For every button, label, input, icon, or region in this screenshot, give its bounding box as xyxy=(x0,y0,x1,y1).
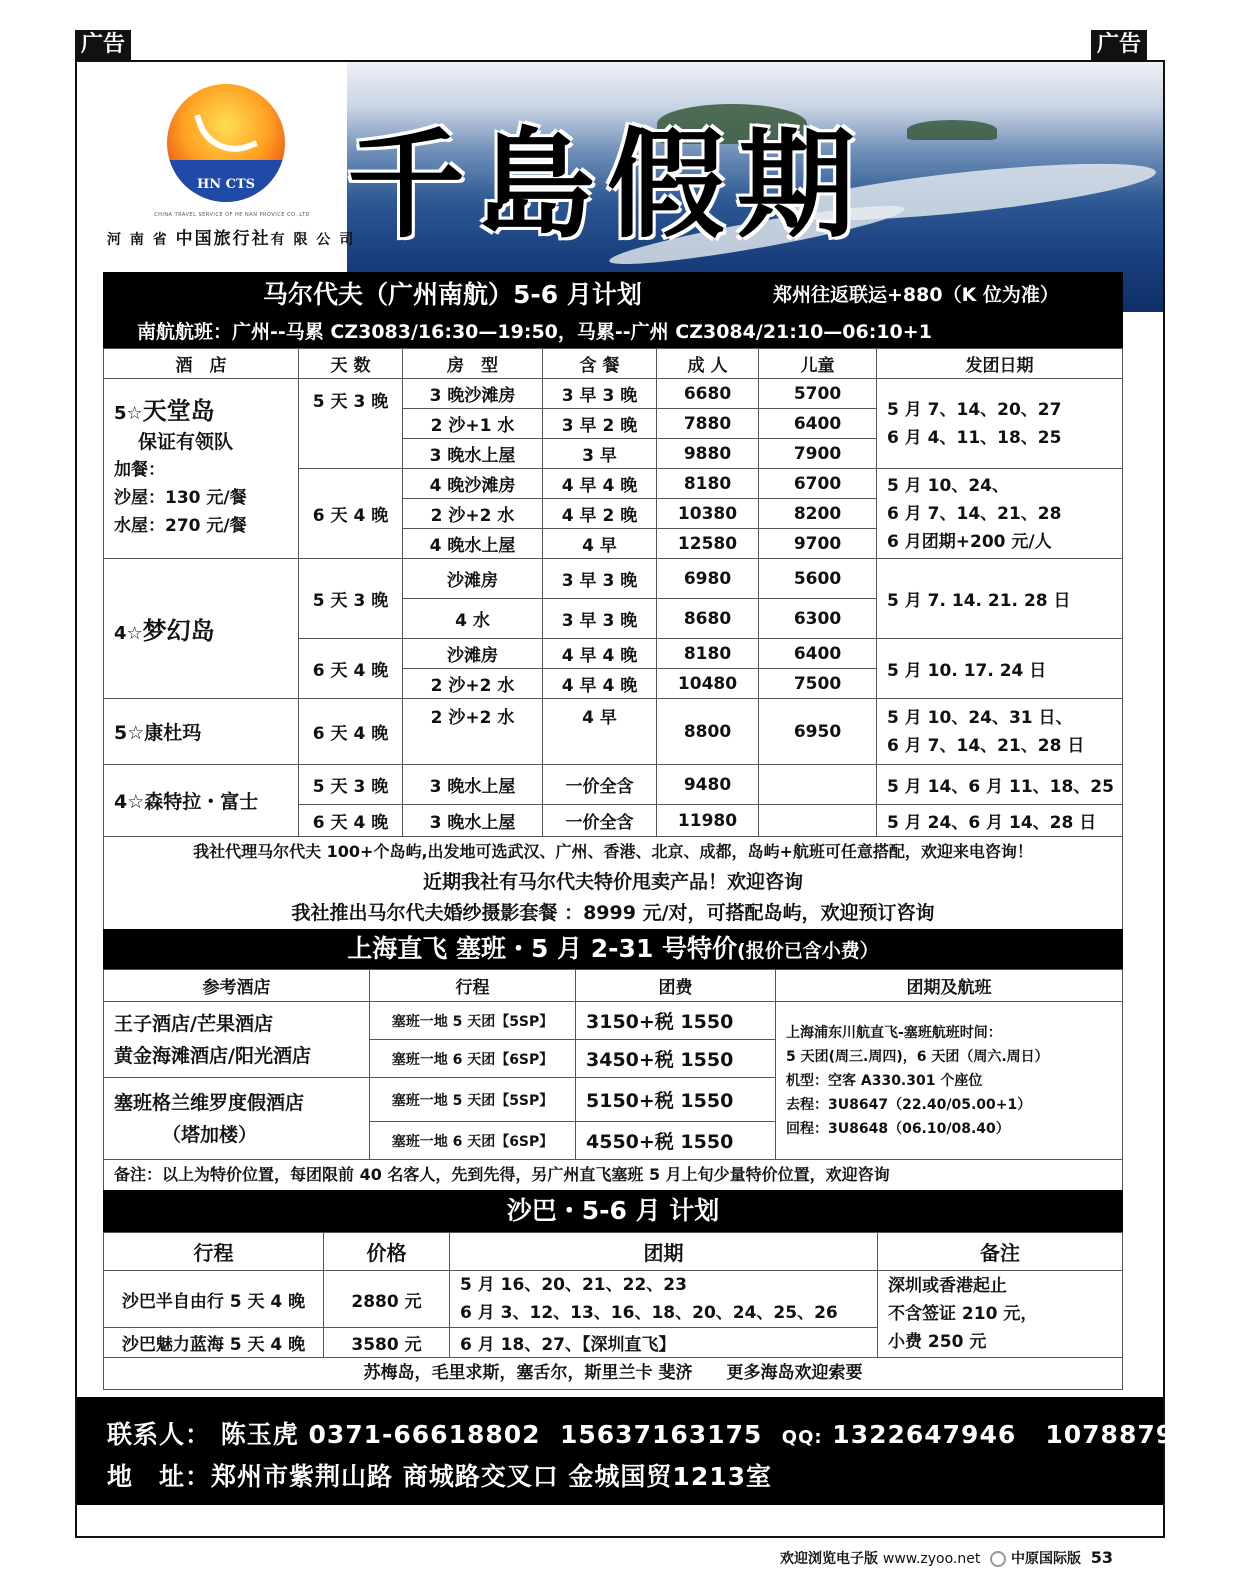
saipan-title: 上海直飞 塞班・5 月 2-31 号特价 xyxy=(347,934,738,963)
table-row: 塞班一地 6 天团【6SP】 4550+税 1550 xyxy=(104,1122,1123,1160)
ad-label-right: 广告 xyxy=(1091,30,1147,60)
table-row: 6 天 4 晚 4 晚沙滩房 4 早 4 晚 8180 6700 5 月 10、24、 6 月 7、14、21、28 6 月团期+200 元/人 xyxy=(104,469,1123,499)
address-line: 地 址：郑州市紫荆山路 商城路交叉口 金城国贸1213室 xyxy=(107,1462,773,1491)
logo-chinese: 河 南 省 中国旅行社有 限 公 司 xyxy=(107,229,356,249)
table-row: 塞班格兰维罗度假酒店 （塔加楼） 塞班一地 5 天团【5SP】 5150+税 1550 xyxy=(104,1078,1123,1122)
maldives-flights: 南航航班：广州--马累 CZ3083/16:30—19:50，马累--广州 CZ3084/21:10—06:10+1 xyxy=(103,318,1123,348)
maldives-note-3: 我社推出马尔代夫婚纱摄影套餐 ：8999 元/对，可搭配岛屿，欢迎预订咨询 xyxy=(103,898,1123,929)
ad-label-left: 广告 xyxy=(75,30,131,60)
maldives-table xyxy=(103,348,1123,837)
contact-line: 联系人： 陈玉虎 0371-66618802 15637163175 QQ: 1322647946 1078879510 xyxy=(107,1420,1230,1449)
table-row: 6 天 4 晚 3 晚水上屋 一价全含 11980 5 月 24、6 月 14、28 日 xyxy=(104,805,1123,837)
saipan-flight-info: 上海浦东川航直飞-塞班航班时间： 5 天团(周三.周四)，6 天团（周六.周日） 机型：空客 A330.301 个座位 去程：3U8647（22.40/05.00+1） 回程：3U8648（06.10/08.40） xyxy=(776,1002,1123,1160)
table-row: 2 沙+1 水 3 早 2 晚 7880 6400 xyxy=(104,409,1123,439)
table-row: 4☆梦幻岛 5 天 3 晚 沙滩房 3 早 3 晚 6980 5600 5 月 7. 14. 21. 28 日 xyxy=(104,559,1123,599)
advertisement-frame xyxy=(75,60,1230,1538)
contact-phone: 陈玉虎 0371-66618802 xyxy=(220,1420,541,1449)
hotel-tiantang: 5☆天堂岛 保证有领队 加餐： 沙屋：130 元/餐 水屋：270 元/餐 xyxy=(104,379,299,559)
saipan-table xyxy=(103,969,1123,1160)
table-row: 4☆森特拉・富士 5 天 3 晚 3 晚水上屋 一价全含 9480 5 月 14、6 月 11、18、25 xyxy=(104,765,1123,805)
logo-english: CHINA TRAVEL SERVICE OF HE NAN PROVICE CO.,LTD xyxy=(154,212,310,218)
maldives-title-note: 郑州往返联运+880（K 位为准） xyxy=(773,284,1059,306)
table-row: 2 沙+2 水 4 早 4 晚 10480 7500 xyxy=(104,669,1123,699)
maldives-note-2: 近期我社有马尔代夫特价甩卖产品！欢迎咨询 xyxy=(103,867,1123,898)
more-islands: 苏梅岛，毛里求斯，塞舌尔，斯里兰卡 斐济 更多海岛欢迎索要 xyxy=(103,1358,1123,1390)
table-row: 6 天 4 晚 沙滩房 4 早 4 晚 8180 6400 5 月 10. 17. 24 日 xyxy=(104,639,1123,669)
page-footer: 欢迎浏览电子版 www.zyoo.net 中原国际版 53 xyxy=(780,1548,1113,1567)
hero-title: 千島假期 xyxy=(347,115,868,254)
table-row: 沙巴半自由行 5 天 4 晚 2880 元 5 月 16、20、21、22、23 6 月 3、12、13、16、18、20、24、25、26 深圳或香港起止 不含签证 210 元， 小费 250 元 xyxy=(104,1271,1123,1328)
table-header: 酒 店 天 数 房 型 含 餐 成 人 儿童 发团日期 xyxy=(104,349,1123,379)
table-header: 行程 价格 团期 备注 xyxy=(104,1233,1123,1271)
table-header: 参考酒店 行程 团费 团期及航班 xyxy=(104,970,1123,1002)
table-row: 4 晚水上屋 4 早 12580 9700 xyxy=(104,529,1123,559)
page-number: 53 xyxy=(1090,1548,1113,1567)
logo-text: HN CTS xyxy=(196,177,256,192)
saipan-title-bar xyxy=(103,929,1123,969)
maldives-note-1: 我社代理马尔代夫 100+个岛屿,出发地可选武汉、广州、香港、北京、成都，岛屿+航班可任意搭配，欢迎来电咨询！ xyxy=(103,837,1123,867)
saipan-title-note: (报价已含小费） xyxy=(737,940,879,962)
table-row: 4 水 3 早 3 晚 8680 6300 xyxy=(104,599,1123,639)
contact-qq2: 1078879510 xyxy=(1045,1420,1230,1449)
table-row: 2 沙+2 水 4 早 2 晚 10380 8200 xyxy=(104,499,1123,529)
table-row: 3 晚水上屋 3 早 9880 7900 xyxy=(104,439,1123,469)
hotel-kandooma: 5☆康杜玛 xyxy=(104,699,299,765)
itinerary-content xyxy=(103,272,1123,1390)
hotel-centara: 4☆森特拉・富士 xyxy=(104,765,299,837)
website-link[interactable]: www.zyoo.net xyxy=(882,1551,981,1567)
saipan-hotel-1: 王子酒店/芒果酒店 黄金海滩酒店/阳光酒店 xyxy=(104,1002,370,1078)
maldives-title: 马尔代夫（广州南航）5-6 月计划 xyxy=(263,280,642,309)
sabah-title-bar: 沙巴・5-6 月 计划 xyxy=(103,1190,1123,1232)
contact-qq1: 1322647946 xyxy=(832,1420,1017,1449)
address: 郑州市紫荆山路 商城路交叉口 金城国贸1213室 xyxy=(211,1462,773,1491)
contact-mobile: 15637163175 xyxy=(559,1420,763,1449)
maldives-title-bar xyxy=(103,272,1123,318)
sabah-table xyxy=(103,1232,1123,1358)
table-row: 5☆康杜玛 6 天 4 晚 2 沙+2 水 4 早 8800 6950 5 月 10、24、31 日、 6 月 7、14、21、28 日 xyxy=(104,699,1123,765)
table-row: 5☆天堂岛 保证有领队 加餐： 沙屋：130 元/餐 水屋：270 元/餐 5 天 3 晚 3 晚沙滩房 3 早 3 晚 6680 5700 5 月 7、14、20、27 6 月 4、11、18、25 xyxy=(104,379,1123,409)
saipan-hotel-2: 塞班格兰维罗度假酒店 （塔加楼） xyxy=(104,1078,370,1160)
contact-footer xyxy=(77,1397,1230,1505)
sabah-remarks: 深圳或香港起止 不含签证 210 元， 小费 250 元 xyxy=(878,1271,1123,1358)
hn-cts-logo xyxy=(167,84,285,202)
crane-icon xyxy=(194,99,258,163)
table-row: 沙巴魅力蓝海 5 天 4 晚 3580 元 6 月 18、27、【深圳直飞】 xyxy=(104,1328,1123,1358)
mag-icon xyxy=(990,1551,1006,1567)
table-row: 王子酒店/芒果酒店 黄金海滩酒店/阳光酒店 塞班一地 5 天团【5SP】 3150+税 1550 上海浦东川航直飞-塞班航班时间： 5 天团(周三.周四)，6 天团（周六.周日） 机型：空客 A330.301 个座位 去程：3U8647（22.40/05.00+1） 回程：3U8648（06.10/08.40） xyxy=(104,1002,1123,1040)
hotel-menghuan: 4☆梦幻岛 xyxy=(104,559,299,699)
table-row: 塞班一地 6 天团【6SP】 3450+税 1550 xyxy=(104,1040,1123,1078)
saipan-note: 备注：以上为特价位置，每团限前 40 名客人，先到先得，另广州直飞塞班 5 月上旬少量特价位置，欢迎咨询 xyxy=(103,1160,1123,1190)
